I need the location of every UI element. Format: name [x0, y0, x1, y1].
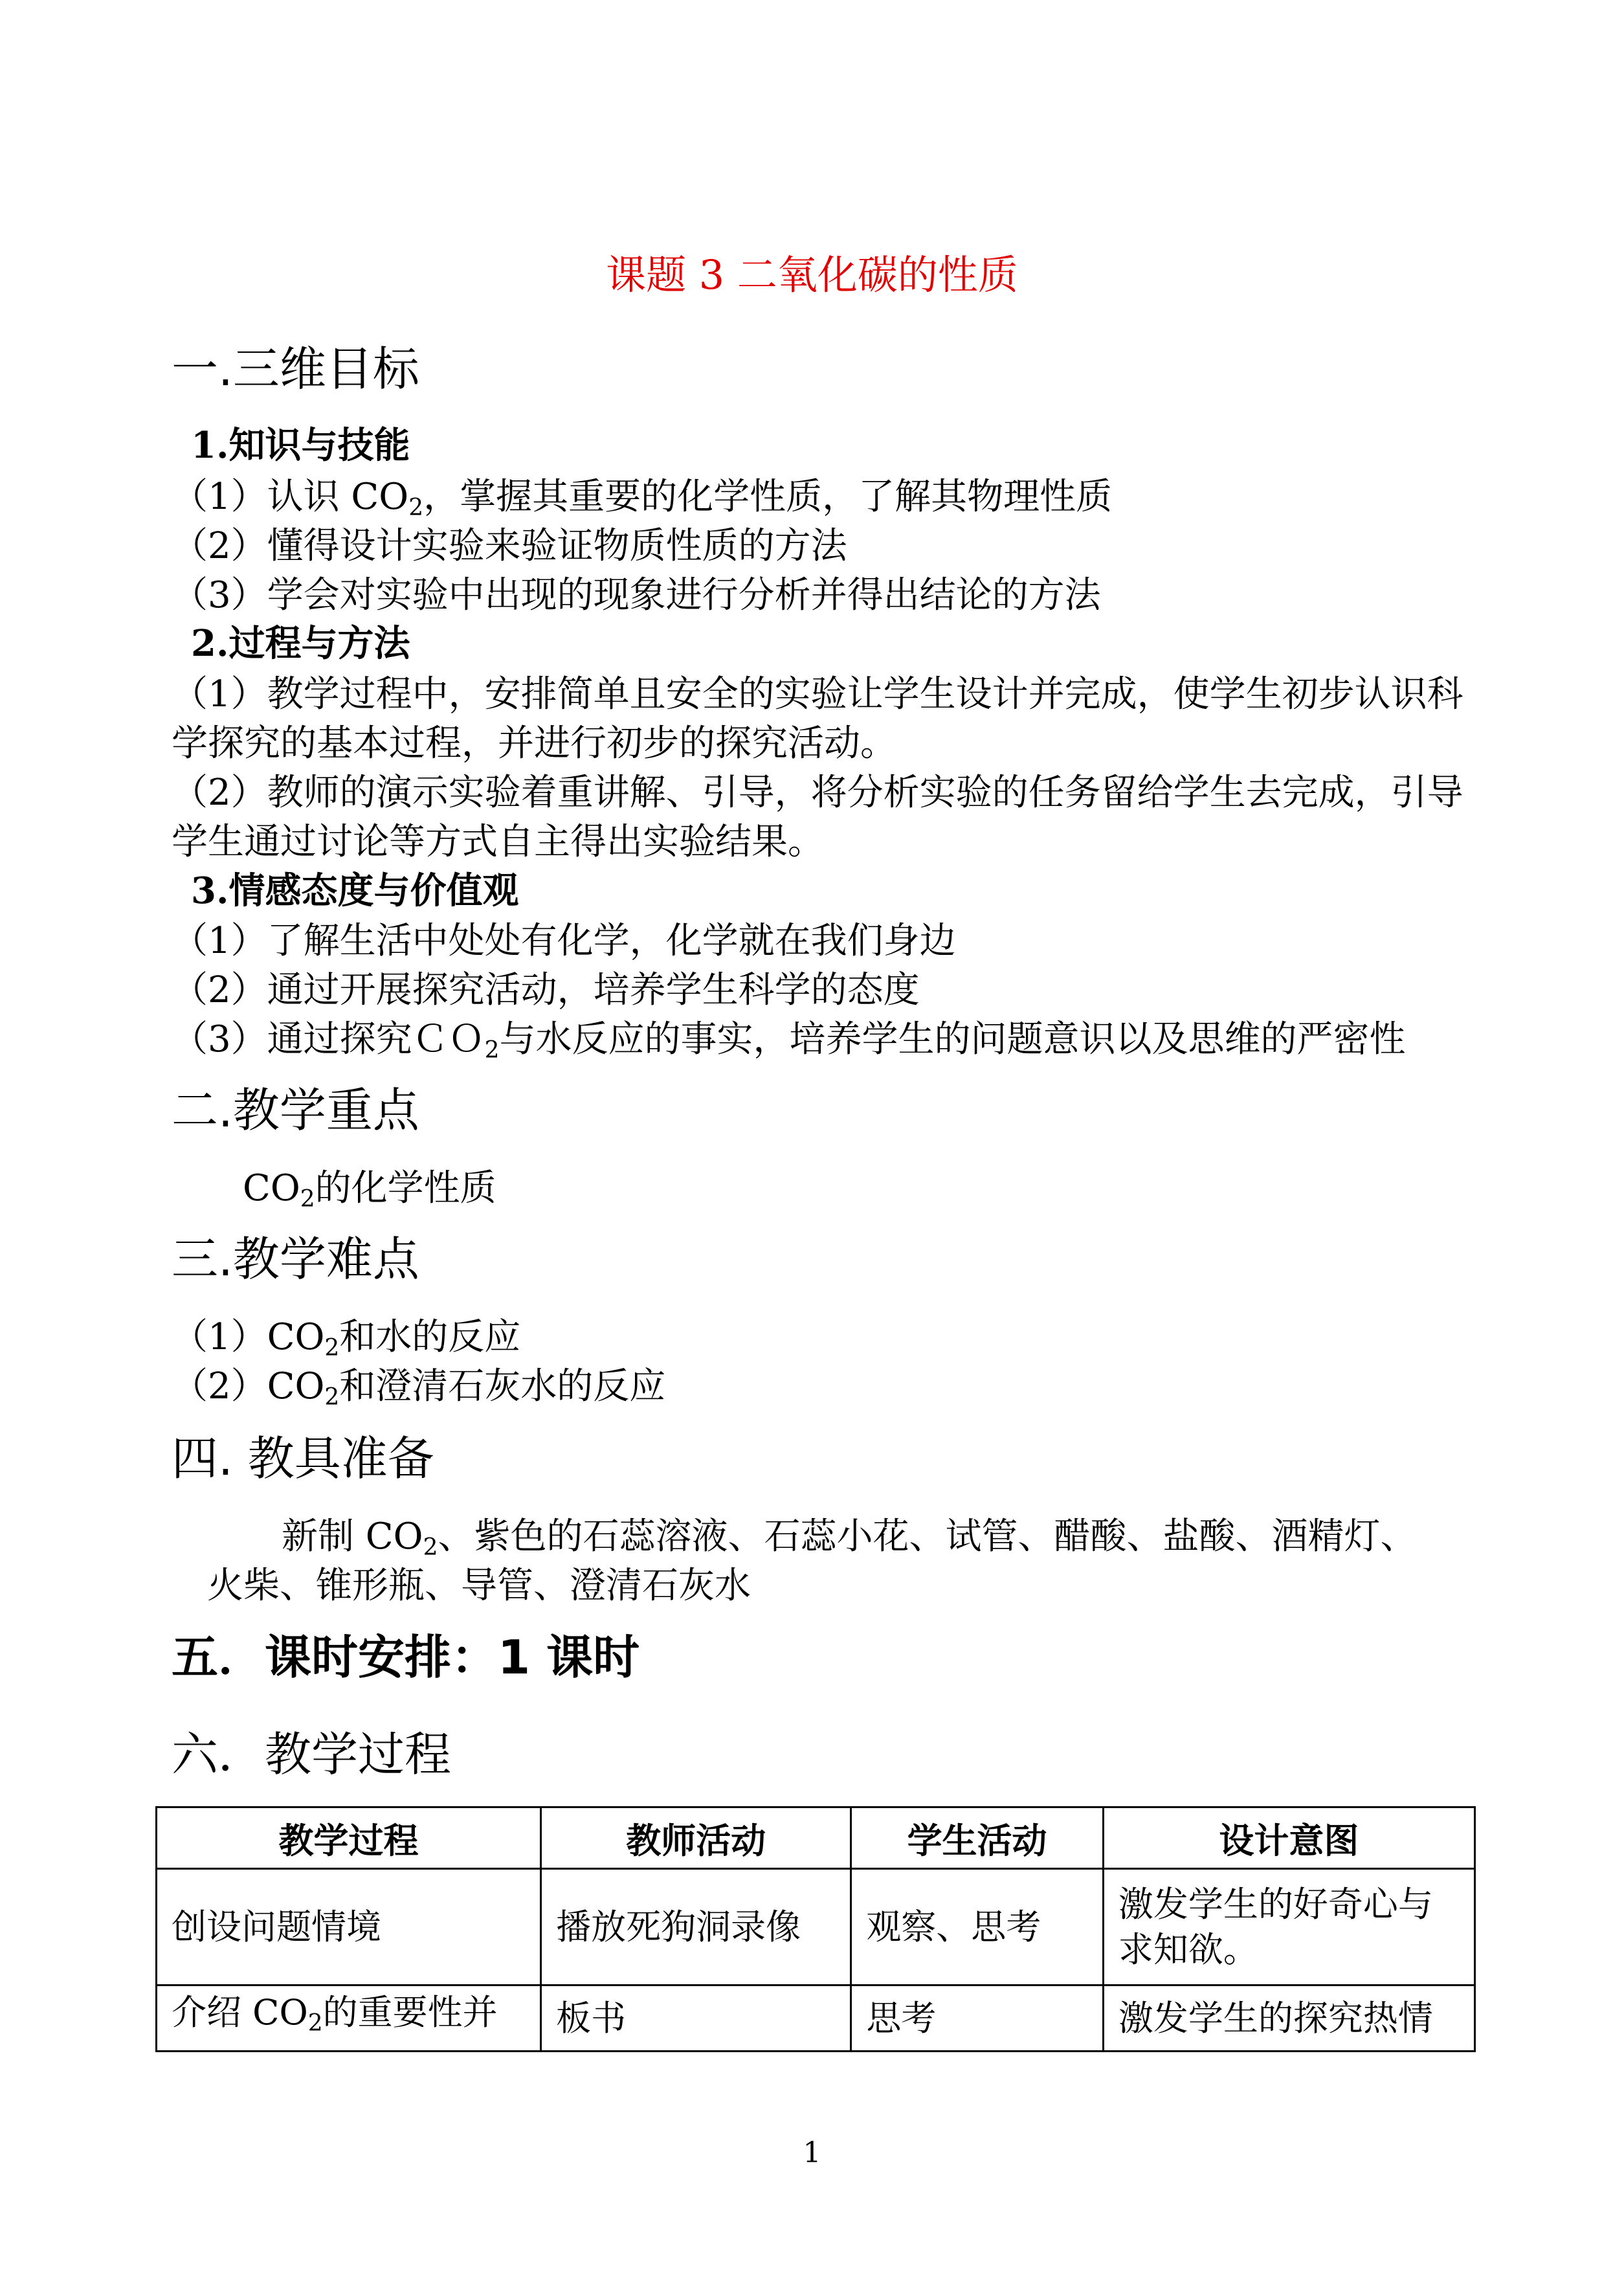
tools-line-2: 火柴、锥形瓶、导管、澄清石灰水 [207, 1565, 751, 1607]
knowledge-item-3: （3）学会对实验中出现的现象进行分析并得出结论的方法 [172, 574, 1101, 616]
key-point-text: $CO_2$的化学性质 [243, 1167, 496, 1213]
table-cell: 创设问题情境 [157, 1869, 541, 1985]
section-6-heading: 六．教学过程 [172, 1727, 452, 1782]
table-cell: 介绍 $CO_2$的重要性并 [157, 1985, 541, 2052]
subsection-emotion-values: 3.情感态度与价值观 [191, 869, 519, 912]
teaching-process-table [155, 1806, 1476, 2052]
knowledge-item-1: （1）认识 $CO_2$，掌握其重要的化学性质，了解其物理性质 [172, 476, 1113, 521]
header-teacher: 教师活动 [541, 1807, 851, 1869]
process-item-1: （1）教学过程中，安排简单且安全的实验让学生设计并完成，使学生初步认识科学探究的基本过程，并进行初步的探究活动。 [172, 673, 1463, 765]
document-title: 课题 3 二氧化碳的性质 [606, 251, 1018, 298]
table-cell: 观察、思考 [851, 1869, 1104, 1985]
header-student: 学生活动 [851, 1807, 1104, 1869]
page-number: 1 [803, 2136, 821, 2169]
table-cell: 板书 [541, 1985, 851, 2052]
table-cell: 思考 [851, 1985, 1104, 2052]
emotion-item-1: （1）了解生活中处处有化学，化学就在我们身边 [172, 920, 956, 962]
table-cell: 激发学生的好奇心与求知欲。 [1103, 1869, 1474, 1985]
emotion-item-2: （2）通过开展探究活动，培养学生科学的态度 [172, 969, 920, 1011]
subsection-knowledge-skills: 1.知识与技能 [191, 424, 410, 467]
table-header-row [157, 1807, 1475, 1869]
table-cell: 激发学生的探究热情 [1103, 1985, 1474, 2052]
knowledge-item-2: （2）懂得设计实验来验证物质性质的方法 [172, 525, 847, 567]
difficulty-item-1: $(1)CO_2$和水的反应 [172, 1316, 521, 1361]
table-row [157, 1869, 1475, 1985]
section-1-heading: 一.三维目标 [172, 342, 419, 396]
header-process: 教学过程 [157, 1807, 541, 1869]
emotion-item-3: （3）通过探究ＣＯ$_2$与水反应的事实，培养学生的问题意识以及思维的严密性 [172, 1018, 1406, 1064]
subsection-process-method: 2.过程与方法 [191, 622, 410, 665]
process-item-2: （2）教师的演示实验着重讲解、引导，将分析实验的任务留给学生去完成，引导学生通过讨论等方式自主得出实验结果。 [172, 772, 1463, 863]
section-5-heading: 五．课时安排：1 课时 [172, 1630, 640, 1684]
section-3-heading: 三.教学难点 [172, 1232, 419, 1286]
difficulty-item-2: $(2)CO_2$和澄清石灰水的反应 [172, 1365, 666, 1411]
table-row [157, 1985, 1475, 2052]
section-2-heading: 二.教学重点 [172, 1083, 419, 1137]
table-cell: 播放死狗洞录像 [541, 1869, 851, 1985]
header-intent: 设计意图 [1103, 1807, 1474, 1869]
section-4-heading: 四. 教具准备 [172, 1431, 434, 1486]
tools-line-1: 新制 $CO_2$、紫色的石蕊溶液、石蕊小花、试管、醋酸、盐酸、酒精灯、 [282, 1516, 1417, 1561]
